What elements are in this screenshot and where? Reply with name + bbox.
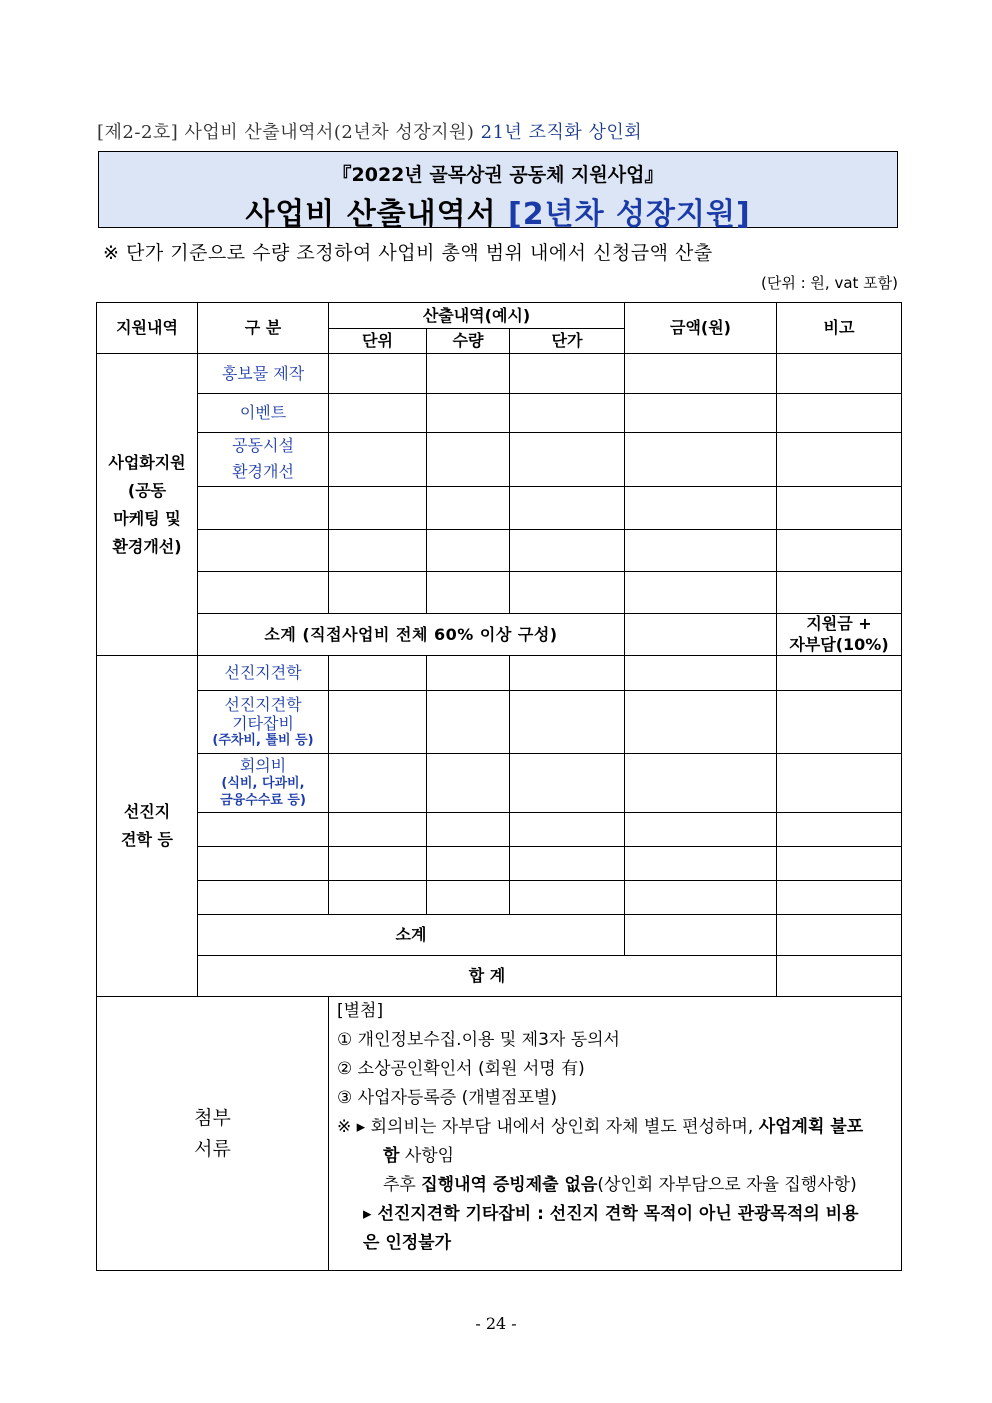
cell[interactable] [625,433,777,487]
cell[interactable] [329,529,427,571]
title-subtitle: 『2022년 골목상권 공동체 지원사업』 [332,164,664,186]
cell[interactable] [510,571,625,613]
cell[interactable] [198,571,329,613]
cell[interactable] [427,529,510,571]
item-tour: 선진지견학 [198,656,329,691]
cell[interactable] [777,394,902,433]
cell[interactable] [427,354,510,394]
attach-note-3: ▸ 선진지견학 기타잡비 : 선진지 견학 목적이 아닌 관광목적의 비용 [363,1204,859,1225]
attach-item-2: ② 소상공인확인서 (회원 서명 有) [337,1059,585,1080]
section1-subtotal-remark: 지원금 + 자부담(10%) [777,613,902,656]
item-event: 이벤트 [198,394,329,433]
cell[interactable] [777,486,902,529]
cell[interactable] [510,656,625,691]
cell[interactable] [777,881,902,915]
cell[interactable] [625,571,777,613]
cell[interactable] [510,847,625,881]
attachments-label: 첨부 서류 [97,997,329,1271]
cell[interactable] [777,847,902,881]
cell[interactable] [427,691,510,754]
attach-note-3b: 은 인정불가 [363,1233,452,1254]
cell[interactable] [510,433,625,487]
cell[interactable] [777,754,902,813]
section2-label: 선진지 견학 등 [97,656,198,997]
cell[interactable] [510,394,625,433]
cell[interactable] [510,691,625,754]
cell[interactable] [427,881,510,915]
cell[interactable] [329,486,427,529]
unit-note: (단위 : 원, vat 포함) [761,274,898,292]
attach-note-1b: 함 사항임 [383,1146,455,1167]
attach-note-1: ※ ▸ 회의비는 자부담 내에서 상인회 자체 별도 편성하며, 사업계획 불포 [337,1117,864,1138]
item-promo: 홍보물 제작 [198,354,329,394]
cell[interactable] [625,529,777,571]
cell[interactable] [198,529,329,571]
cell[interactable] [625,656,777,691]
cell[interactable] [427,433,510,487]
attach-note-2: 추후 집행내역 증빙제출 없음(상인회 자부담으로 자율 집행사항) [383,1175,857,1196]
cell[interactable] [625,915,777,956]
cell[interactable] [329,656,427,691]
cell[interactable] [329,691,427,754]
item-meeting: 회의비 (식비, 다과비, 금융수수료 등) [198,754,329,813]
total-label: 합 계 [198,956,777,997]
cell[interactable] [427,486,510,529]
cell[interactable] [427,394,510,433]
cell[interactable] [329,433,427,487]
cell[interactable] [329,394,427,433]
attach-item-3: ③ 사업자등록증 (개별점포별) [337,1088,557,1109]
cell[interactable] [198,813,329,847]
section1-subtotal-label: 소계 (직접사업비 전체 60% 이상 구성) [198,613,625,656]
cell[interactable] [510,881,625,915]
title-main: 사업비 산출내역서 [2년차 성장지원] [245,197,751,232]
cell[interactable] [777,571,902,613]
cell[interactable] [329,847,427,881]
cell[interactable] [625,354,777,394]
cell[interactable] [777,656,902,691]
cell[interactable] [198,847,329,881]
attach-header: [별첨] [337,1001,384,1022]
item-tour-misc: 선진지견학 기타잡비 (주차비, 톨비 등) [198,691,329,754]
cell[interactable] [427,656,510,691]
cell[interactable] [427,754,510,813]
section1-label: 사업화지원 (공동 마케팅 및 환경개선) [97,354,198,656]
cell[interactable] [777,529,902,571]
cell[interactable] [510,813,625,847]
cell[interactable] [329,813,427,847]
cell[interactable] [329,354,427,394]
item-facility: 공동시설 환경개선 [198,433,329,487]
cell[interactable] [777,354,902,394]
header-price: 단가 [510,329,625,354]
cell[interactable] [427,813,510,847]
header-remark: 비고 [777,303,902,354]
cell[interactable] [625,613,777,656]
header-amount: 금액(원) [625,303,777,354]
cell[interactable] [777,433,902,487]
header-qty: 수량 [427,329,510,354]
cell[interactable] [510,529,625,571]
title-box [98,151,898,232]
cell[interactable] [777,813,902,847]
cell[interactable] [625,691,777,754]
attachments-list [329,997,902,1271]
total-amount-cell[interactable] [777,956,902,997]
cell[interactable] [329,881,427,915]
form-id: [제2-2호] 사업비 산출내역서(2년차 성장지원) 21년 조직화 상인회 [97,122,643,143]
cell[interactable] [427,847,510,881]
cell[interactable] [329,571,427,613]
attach-item-1: ① 개인정보수집.이용 및 제3자 동의서 [337,1030,620,1051]
instruction-note: ※ 단가 기준으로 수량 조정하여 사업비 총액 범위 내에서 신청금액 산출 [103,242,713,264]
cell[interactable] [625,813,777,847]
header-category: 구 분 [198,303,329,354]
cell[interactable] [777,691,902,754]
cell[interactable] [625,486,777,529]
cell[interactable] [427,571,510,613]
cell[interactable] [329,754,427,813]
header-unit: 단위 [329,329,427,354]
cell[interactable] [625,881,777,915]
section2-subtotal-label: 소계 [198,915,625,956]
cell[interactable] [510,354,625,394]
cell[interactable] [625,754,777,813]
cell[interactable] [625,394,777,433]
cell[interactable] [510,486,625,529]
page-number: - 24 - [475,1314,517,1333]
budget-table [96,302,902,1271]
header-calc: 산출내역(예시) [329,303,625,329]
cell[interactable] [198,881,329,915]
cell[interactable] [625,847,777,881]
cell[interactable] [510,754,625,813]
cell[interactable] [198,486,329,529]
cell[interactable] [777,915,902,956]
header-support: 지원내역 [97,303,198,354]
